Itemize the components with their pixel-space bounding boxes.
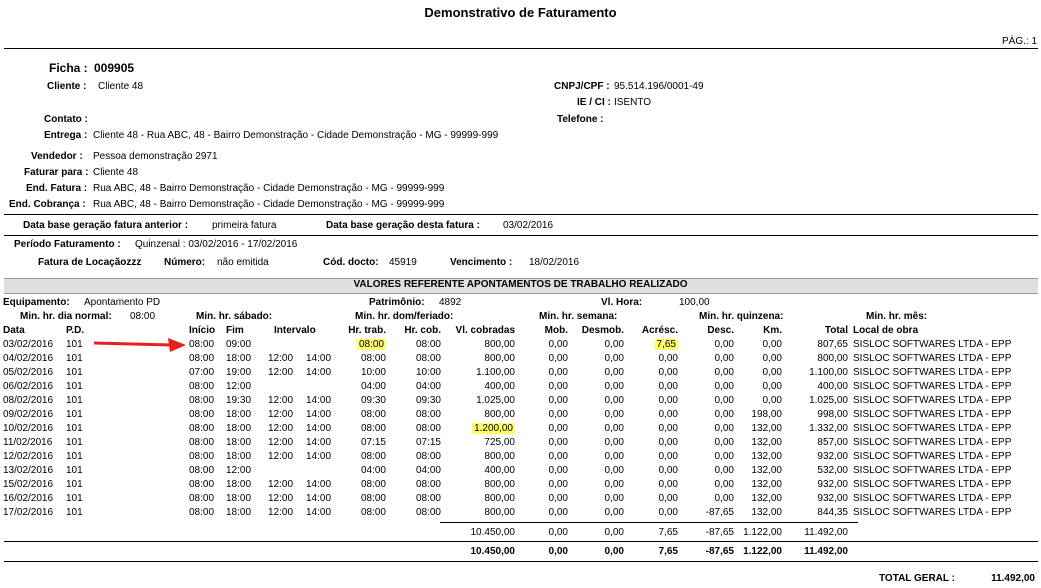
total-geral-label: TOTAL GERAL : [879,573,955,584]
cell-mob: 0,00 [548,353,568,364]
patrimonio-value: 4892 [439,297,462,308]
cell-mob: 0,00 [548,493,568,504]
cell-local: SISLOC SOFTWARES LTDA - EPP [853,465,1012,476]
cell-desmob: 0,00 [604,339,624,350]
cell-int2: 14:00 [306,423,332,434]
cell-hrcob: 08:00 [415,409,441,420]
cell-pd: 101 [66,451,83,462]
cell-ini: 08:00 [189,423,215,434]
data-base-desta-label: Data base geração desta fatura : [326,220,480,231]
cell-ini: 08:00 [189,465,215,476]
cell-local: SISLOC SOFTWARES LTDA - EPP [853,451,1012,462]
cell-data: 05/02/2016 [3,367,54,378]
vlhora-label: Vl. Hora: [601,297,643,308]
cell-int2: 14:00 [306,493,332,504]
vendedor-label: Vendedor : [31,151,83,162]
cell-mob: 0,00 [548,423,568,434]
cell-fim: 18:00 [226,451,252,462]
min-dia-normal-value: 08:00 [130,311,156,322]
col-local: Local de obra [853,325,919,336]
cell-acresc: 0,00 [658,493,678,504]
end-cobranca-value: Rua ABC, 48 - Bairro Demonstração - Cidade Demonstração - MG - 99999-999 [93,199,445,210]
cell-fim: 12:00 [226,465,252,476]
min-dom-label: Min. hr. dom/feriado: [355,311,454,322]
cell-total: 1.025,00 [809,395,848,406]
cell-hrtrab: 08:00 [360,423,386,434]
cell-acresc: 7,65 [656,339,676,350]
total-km: 1.122,00 [743,546,782,557]
total-km: 1.122,00 [743,527,782,538]
cnpj-value: 95.514.196/0001-49 [614,81,704,92]
equip-value: Apontamento PD [84,297,161,308]
cell-pd: 101 [66,465,83,476]
cell-desmob: 0,00 [604,409,624,420]
vendedor-value: Pessoa demonstração 2971 [93,151,218,162]
cell-fim: 18:00 [226,507,252,518]
cell-ini: 08:00 [189,339,215,350]
cell-vlcob: 725,00 [484,437,515,448]
cell-hrtrab: 08:00 [360,479,386,490]
cell-desmob: 0,00 [604,437,624,448]
cell-vlcob: 800,00 [484,493,515,504]
cell-desc: 0,00 [714,437,734,448]
page-title: Demonstrativo de Faturamento [424,5,617,20]
cell-int1: 12:00 [268,367,294,378]
cell-desmob: 0,00 [604,493,624,504]
cell-ini: 08:00 [189,493,215,504]
cell-local: SISLOC SOFTWARES LTDA - EPP [853,479,1012,490]
cell-km: 132,00 [751,479,782,490]
cell-desc: 0,00 [714,367,734,378]
cell-data: 17/02/2016 [3,507,54,518]
cell-int2: 14:00 [306,437,332,448]
periodo-label: Período Faturamento : [14,239,121,250]
cell-desc: 0,00 [714,353,734,364]
cell-hrcob: 08:00 [415,339,441,350]
cell-mob: 0,00 [548,437,568,448]
cell-hrtrab: 08:00 [360,353,386,364]
col-mob: Mob. [544,325,568,336]
cell-local: SISLOC SOFTWARES LTDA - EPP [853,395,1012,406]
cell-fim: 18:00 [226,409,252,420]
total-total: 11.492,00 [804,546,848,557]
cell-data: 11/02/2016 [3,437,53,448]
cell-ini: 08:00 [189,507,215,518]
cell-local: SISLOC SOFTWARES LTDA - EPP [853,339,1012,350]
cell-vlcob: 800,00 [484,353,515,364]
cell-vlcob: 400,00 [484,381,515,392]
cell-desc: 0,00 [714,339,734,350]
cell-hrtrab: 09:30 [360,395,386,406]
cell-fim: 19:00 [226,367,252,378]
cell-ini: 08:00 [189,479,215,490]
cell-pd: 101 [66,423,83,434]
cell-desc: 0,00 [714,423,734,434]
cell-acresc: 0,00 [658,353,678,364]
col-inicio: Início [189,325,216,336]
cell-ini: 08:00 [189,381,215,392]
cell-vlcob: 800,00 [484,451,515,462]
cell-int2: 14:00 [306,395,332,406]
cell-acresc: 0,00 [658,423,678,434]
cell-data: 13/02/2016 [3,465,54,476]
cell-desmob: 0,00 [604,479,624,490]
cell-total: 1.100,00 [809,367,848,378]
ie-value: ISENTO [614,97,652,108]
cell-total: 932,00 [817,493,848,504]
total-vlcob: 10.450,00 [470,527,515,538]
cell-total: 932,00 [817,451,848,462]
patrimonio-label: Patrimônio: [369,297,425,308]
cell-ini: 08:00 [189,395,215,406]
cell-local: SISLOC SOFTWARES LTDA - EPP [853,353,1012,364]
fatura-locacao-label: Fatura de Locaçãozzz [38,257,142,268]
cell-hrtrab: 10:00 [360,367,386,378]
cell-hrcob: 08:00 [415,451,441,462]
cell-hrcob: 09:30 [415,395,441,406]
end-fatura-label: End. Fatura : [26,183,88,194]
col-vlcob: Vl. cobradas [455,325,515,336]
cell-data: 12/02/2016 [3,451,54,462]
cell-pd: 101 [66,395,83,406]
col-data: Data [3,325,25,336]
cell-pd: 101 [66,493,83,504]
cell-local: SISLOC SOFTWARES LTDA - EPP [853,437,1012,448]
cell-pd: 101 [66,381,83,392]
data-base-anterior-label: Data base geração fatura anterior : [23,220,189,231]
cell-desmob: 0,00 [604,381,624,392]
cell-hrtrab: 07:15 [360,437,386,448]
col-desmob: Desmob. [581,325,624,336]
total-mob: 0,00 [548,546,568,557]
cell-int1: 12:00 [268,479,294,490]
cell-data: 04/02/2016 [3,353,54,364]
min-quinzena-label: Min. hr. quinzena: [699,311,784,322]
col-hrcob: Hr. cob. [404,325,441,336]
min-mes-label: Min. hr. mês: [866,311,928,322]
cell-pd: 101 [66,507,83,518]
col-pd: P.D. [66,325,85,336]
divider [4,214,1038,215]
min-semana-label: Min. hr. semana: [539,311,618,322]
total-mob: 0,00 [548,527,568,538]
cell-local: SISLOC SOFTWARES LTDA - EPP [853,367,1012,378]
cell-desmob: 0,00 [604,395,624,406]
contato-label: Contato : [44,114,88,125]
cell-desc: 0,00 [714,493,734,504]
cell-data: 03/02/2016 [3,339,54,350]
cell-hrtrab: 04:00 [360,465,386,476]
vlhora-value: 100,00 [679,297,710,308]
cell-hrtrab: 08:00 [360,507,386,518]
cell-int2: 14:00 [306,353,332,364]
cell-acresc: 0,00 [658,465,678,476]
min-dia-normal-label: Min. hr. dia normal: [20,311,112,322]
cod-docto-value: 45919 [389,257,417,268]
cell-hrcob: 08:00 [415,353,441,364]
cell-total: 932,00 [817,479,848,490]
total-acresc: 7,65 [658,546,678,557]
cell-desc: 0,00 [714,395,734,406]
cell-km: 0,00 [762,381,782,392]
total-acresc: 7,65 [658,527,678,538]
cell-desmob: 0,00 [604,353,624,364]
cell-int1: 12:00 [268,493,294,504]
cell-vlcob: 800,00 [484,507,515,518]
cell-total: 400,00 [817,381,848,392]
total-geral-value: 11.492,00 [991,573,1035,584]
cell-desmob: 0,00 [604,507,624,518]
cell-local: SISLOC SOFTWARES LTDA - EPP [853,507,1012,518]
cell-int1: 12:00 [268,507,294,518]
cell-desc: 0,00 [714,451,734,462]
cell-total: 807,65 [817,339,848,350]
cell-km: 0,00 [762,339,782,350]
cell-vlcob: 400,00 [484,465,515,476]
cell-data: 15/02/2016 [3,479,54,490]
cell-acresc: 0,00 [658,479,678,490]
cell-acresc: 0,00 [658,367,678,378]
cell-int2: 14:00 [306,479,332,490]
numero-value: não emitida [217,257,269,268]
cell-int1: 12:00 [268,395,294,406]
cell-acresc: 0,00 [658,409,678,420]
cell-acresc: 0,00 [658,507,678,518]
end-fatura-value: Rua ABC, 48 - Bairro Demonstração - Cidade Demonstração - MG - 99999-999 [93,183,445,194]
cell-total: 532,00 [817,465,848,476]
cell-pd: 101 [66,353,83,364]
cell-data: 16/02/2016 [3,493,54,504]
ficha-label: Ficha : [49,61,88,75]
ficha-value: 009905 [94,61,135,75]
cell-int2: 14:00 [306,409,332,420]
cell-desc: 0,00 [714,465,734,476]
cell-total: 857,00 [817,437,848,448]
cell-fim: 19:30 [226,395,252,406]
cell-hrcob: 04:00 [415,381,441,392]
cell-hrcob: 07:15 [415,437,441,448]
cnpj-label: CNPJ/CPF : [554,81,610,92]
cell-data: 10/02/2016 [3,423,54,434]
cell-total: 998,00 [817,409,848,420]
cell-acresc: 0,00 [658,381,678,392]
cell-desc: 0,00 [714,409,734,420]
divider [4,541,1038,542]
data-base-anterior-value: primeira fatura [212,220,277,231]
cell-mob: 0,00 [548,367,568,378]
cell-mob: 0,00 [548,381,568,392]
faturar-value: Cliente 48 [93,167,139,178]
cell-hrtrab: 04:00 [360,381,386,392]
cell-data: 08/02/2016 [3,395,54,406]
cell-desc: -87,65 [705,507,734,518]
section-title: VALORES REFERENTE APONTAMENTOS DE TRABALHO REALIZADO [353,279,688,290]
cell-acresc: 0,00 [658,437,678,448]
cell-ini: 08:00 [189,451,215,462]
cell-km: 198,00 [751,409,782,420]
entrega-value: Cliente 48 - Rua ABC, 48 - Bairro Demonstração - Cidade Demonstração - MG - 99999-999 [93,130,499,141]
cell-fim: 18:00 [226,437,252,448]
col-fim: Fim [226,325,244,336]
vencimento-label: Vencimento : [450,257,513,268]
cell-vlcob: 800,00 [484,479,515,490]
cell-hrtrab: 08:00 [360,493,386,504]
cell-hrtrab: 08:00 [358,339,384,350]
col-km: Km. [763,325,782,336]
cell-acresc: 0,00 [658,451,678,462]
divider [4,235,1038,236]
cell-desmob: 0,00 [604,423,624,434]
end-cobranca-label: End. Cobrança : [9,199,86,210]
cell-km: 132,00 [751,423,782,434]
cell-km: 132,00 [751,437,782,448]
cell-fim: 12:00 [226,381,252,392]
divider [4,48,1038,49]
cell-pd: 101 [66,367,83,378]
cell-km: 132,00 [751,465,782,476]
cell-ini: 07:00 [189,367,215,378]
cell-fim: 18:00 [226,423,252,434]
cell-fim: 09:00 [226,339,252,350]
cell-mob: 0,00 [548,395,568,406]
total-desmob: 0,00 [604,527,624,538]
cell-data: 06/02/2016 [3,381,54,392]
cell-vlcob: 1.200,00 [474,423,513,434]
cell-desc: 0,00 [714,381,734,392]
cell-local: SISLOC SOFTWARES LTDA - EPP [853,381,1012,392]
cell-hrtrab: 08:00 [360,409,386,420]
cell-data: 09/02/2016 [3,409,54,420]
col-desc: Desc. [707,325,734,336]
cell-hrtrab: 08:00 [360,451,386,462]
arrow-icon [90,333,190,353]
cell-int2: 14:00 [306,367,332,378]
cell-int1: 12:00 [268,409,294,420]
cell-km: 132,00 [751,451,782,462]
cell-mob: 0,00 [548,409,568,420]
vencimento-value: 18/02/2016 [529,257,580,268]
col-acresc: Acrésc. [641,325,678,336]
cell-fim: 18:00 [226,479,252,490]
cell-int1: 12:00 [268,451,294,462]
cell-hrcob: 08:00 [415,507,441,518]
cell-ini: 08:00 [189,437,215,448]
cell-vlcob: 1.100,00 [476,367,515,378]
cell-fim: 18:00 [226,493,252,504]
cell-desc: 0,00 [714,479,734,490]
divider [4,561,1038,562]
cell-mob: 0,00 [548,451,568,462]
col-total: Total [824,325,848,336]
cell-km: 132,00 [751,507,782,518]
cell-km: 0,00 [762,395,782,406]
total-desc: -87,65 [705,546,734,557]
cell-vlcob: 1.025,00 [476,395,515,406]
total-total: 11.492,00 [804,527,848,538]
total-desc: -87,65 [705,527,734,538]
cell-mob: 0,00 [548,339,568,350]
cell-vlcob: 800,00 [484,339,515,350]
cell-hrcob: 10:00 [415,367,441,378]
entrega-label: Entrega : [44,130,88,141]
cell-km: 0,00 [762,367,782,378]
periodo-value: Quinzenal : 03/02/2016 - 17/02/2016 [135,239,298,250]
cell-vlcob: 800,00 [484,409,515,420]
cell-local: SISLOC SOFTWARES LTDA - EPP [853,409,1012,420]
cell-int2: 14:00 [306,451,332,462]
faturar-label: Faturar para : [24,167,89,178]
cod-docto-label: Cód. docto: [323,257,379,268]
cell-pd: 101 [66,339,83,350]
cell-total: 844,35 [817,507,848,518]
cell-local: SISLOC SOFTWARES LTDA - EPP [853,423,1012,434]
cell-ini: 08:00 [189,409,215,420]
cell-mob: 0,00 [548,479,568,490]
cell-total: 1.332,00 [809,423,848,434]
cliente-label: Cliente : [47,81,87,92]
min-sabado-label: Min. hr. sábado: [196,311,273,322]
cell-desmob: 0,00 [604,451,624,462]
numero-label: Número: [164,257,206,268]
cell-mob: 0,00 [548,465,568,476]
cell-hrcob: 08:00 [415,493,441,504]
cell-pd: 101 [66,437,83,448]
cell-ini: 08:00 [189,353,215,364]
cell-desmob: 0,00 [604,367,624,378]
telefone-label: Telefone : [557,114,604,125]
cell-int1: 12:00 [268,353,294,364]
cell-hrcob: 08:00 [415,423,441,434]
data-base-desta-value: 03/02/2016 [503,220,554,231]
subtotal-line [440,522,858,523]
cell-total: 800,00 [817,353,848,364]
total-desmob: 0,00 [604,546,624,557]
ie-label: IE / CI : [577,97,611,108]
cell-mob: 0,00 [548,507,568,518]
cell-acresc: 0,00 [658,395,678,406]
cell-int1: 12:00 [268,437,294,448]
cell-desmob: 0,00 [604,465,624,476]
cell-km: 0,00 [762,353,782,364]
col-intervalo: Intervalo [274,325,316,336]
cell-km: 132,00 [751,493,782,504]
col-hrtrab: Hr. trab. [348,325,386,336]
cell-int2: 14:00 [306,507,332,518]
cell-int1: 12:00 [268,423,294,434]
cell-hrcob: 04:00 [415,465,441,476]
cell-local: SISLOC SOFTWARES LTDA - EPP [853,493,1012,504]
cell-pd: 101 [66,409,83,420]
cell-hrcob: 08:00 [415,479,441,490]
cell-pd: 101 [66,479,83,490]
cell-fim: 18:00 [226,353,252,364]
equip-label: Equipamento: [3,297,70,308]
total-vlcob: 10.450,00 [470,546,515,557]
page-number: PÁG.: 1 [1001,36,1037,47]
cliente-value: Cliente 48 [98,81,144,92]
